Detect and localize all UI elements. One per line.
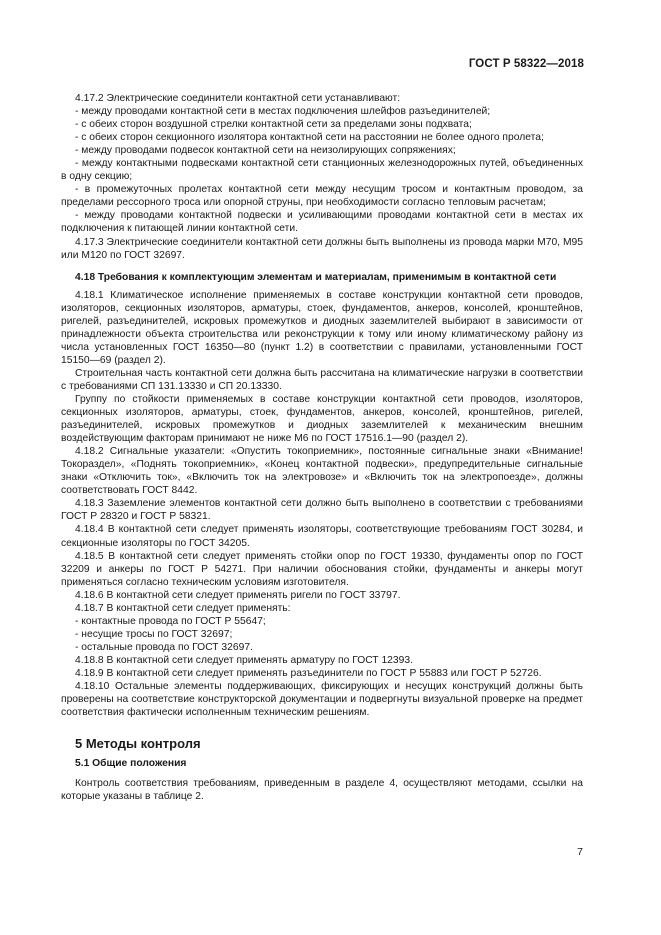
section-4-18-heading: 4.18 Требования к комплектующим элементам и материалам, применимым в контактной сети xyxy=(75,271,557,283)
section-4-17-text xyxy=(61,92,583,262)
paragraph: - с обеих сторон секционного изолятора контактной сети на расстоянии не более одного пролета; xyxy=(75,132,544,144)
paragraph: Строительная часть контактной сети должна быть рассчитана на климатические нагрузки в соответствии с требованиями СП 131.13330 и СП 20.13330. xyxy=(61,367,583,392)
paragraph: 4.17.3 Электрические соединители контактной сети должны быть выполнены из провода марки М70, М95 или М120 по ГОСТ 32697. xyxy=(61,236,583,261)
document-body xyxy=(61,92,583,803)
paragraph: 4.18.8 В контактной сети следует применять арматуру по ГОСТ 12393. xyxy=(75,654,413,666)
paragraph: 4.18.10 Остальные элементы поддерживающих, фиксирующих и несущих конструкций должны быть проверены на соответствие конструкторской документации и подвергнуты визуальной проверке на предмет соответствия фактически исполненным техническим решениям. xyxy=(61,681,583,719)
section-5-heading: 5 Методы контроля xyxy=(75,736,201,752)
paragraph: - между проводами подвесок контактной сети на неизолирующих сопряжениях; xyxy=(75,145,456,157)
document-header: ГОСТ Р 58322—2018 xyxy=(468,58,584,70)
paragraph: 4.18.1 Климатическое исполнение применяемых в составе конструкции контактной сети проводов, изоляторов, секционных изоляторов, арматуры, стоек, фундаментов, анкеров, консолей, кронштейнов, ригелей, разъединителей, искровых промежутков и диодных заземлителей выбирают в зависимости от принадлежности объекта строительства или реконструкции к тому или иному климатическому району из числа установленных ГОСТ 16350—80 (пункт 1.2) в соответствии с правилами, установленными ГОСТ 15150—69 (раздел 2). xyxy=(61,289,583,366)
paragraph: 4.18.9 В контактной сети следует применять разъединители по ГОСТ Р 55883 или ГОСТ Р 52726. xyxy=(75,667,542,679)
section-4-18-text xyxy=(61,289,583,720)
paragraph: Контроль соответствия требованиям, приведенным в разделе 4, осуществляют методами, ссылки на которые указаны в таблице 2. xyxy=(61,778,583,803)
paragraph: - между проводами контактной сети в местах подключения шлейфов разъединителей; xyxy=(75,106,491,118)
paragraph: 4.17.2 Электрические соединители контактной сети устанавливают: xyxy=(75,93,401,104)
paragraph: Группу по стойкости применяемых в составе конструкции контактной сети проводов, изоляторов, секционных изоляторов, арматуры, стоек, фундаментов, анкеров, консолей, кронштейнов, ригелей, разъединителей, искровых промежутков и диодных заземлителей к механическим внешним воздействующим факторам принимают не ниже М6 по ГОСТ 17516.1—90 (раздел 2). xyxy=(61,393,583,445)
paragraph: 4.18.7 В контактной сети следует применять: xyxy=(75,602,291,614)
paragraph: - с обеих сторон воздушной стрелки контактной сети за пределами зоны подхвата; xyxy=(75,119,472,131)
paragraph: - остальные провода по ГОСТ 32697. xyxy=(75,641,253,653)
section-5-1-heading: 5.1 Общие положения xyxy=(75,758,187,770)
paragraph: 4.18.3 Заземление элементов контактной сети должно быть выполнено в соответствии с требованиями ГОСТ Р 28320 и ГОСТ Р 58321. xyxy=(61,498,583,523)
paragraph: 4.18.6 В контактной сети следует применять ригели по ГОСТ 33797. xyxy=(75,589,401,601)
paragraph: - несущие тросы по ГОСТ 32697; xyxy=(75,628,233,640)
section-5-1-text xyxy=(61,777,583,803)
page-number: 7 xyxy=(577,846,583,858)
paragraph: 4.18.4 В контактной сети следует применять изоляторы, соответствующие требованиям ГОСТ 30284, и секционные изоляторы по ГОСТ 34205. xyxy=(61,524,583,549)
paragraph: 4.18.5 В контактной сети следует применять стойки опор по ГОСТ 19330, фундаменты опор по ГОСТ 32209 и анкеры по ГОСТ Р 54271. При наличии обоснования стойки, фундаменты и анкеры могут применяться согласно техническим условиям изготовителя. xyxy=(61,550,583,588)
paragraph: 4.18.2 Сигнальные указатели: «Опустить токоприемник», постоянные сигнальные знаки «Внимание! Токораздел», «Поднять токоприемник», «Конец контактной подвески», предупредительные сигнальные знаки «Отключить ток», «Включить ток на электровозе» и «Включить ток на электропоезде», должны соответствовать ГОСТ 8442. xyxy=(61,446,583,497)
paragraph: - в промежуточных пролетах контактной сети между несущим тросом и контактным проводом, за пределами рессорного троса или опорной струны, при необходимости согласно тепловым расчетам; xyxy=(61,184,583,209)
paragraph: - контактные провода по ГОСТ Р 55647; xyxy=(75,615,266,627)
paragraph: - между контактными подвесками контактной сети станционных железнодорожных путей, объединенных в одну секцию; xyxy=(61,158,583,183)
paragraph: - между проводами контактной подвески и усиливающими проводами контактной сети в местах их подключения к питающей линии контактной сети. xyxy=(61,210,583,235)
